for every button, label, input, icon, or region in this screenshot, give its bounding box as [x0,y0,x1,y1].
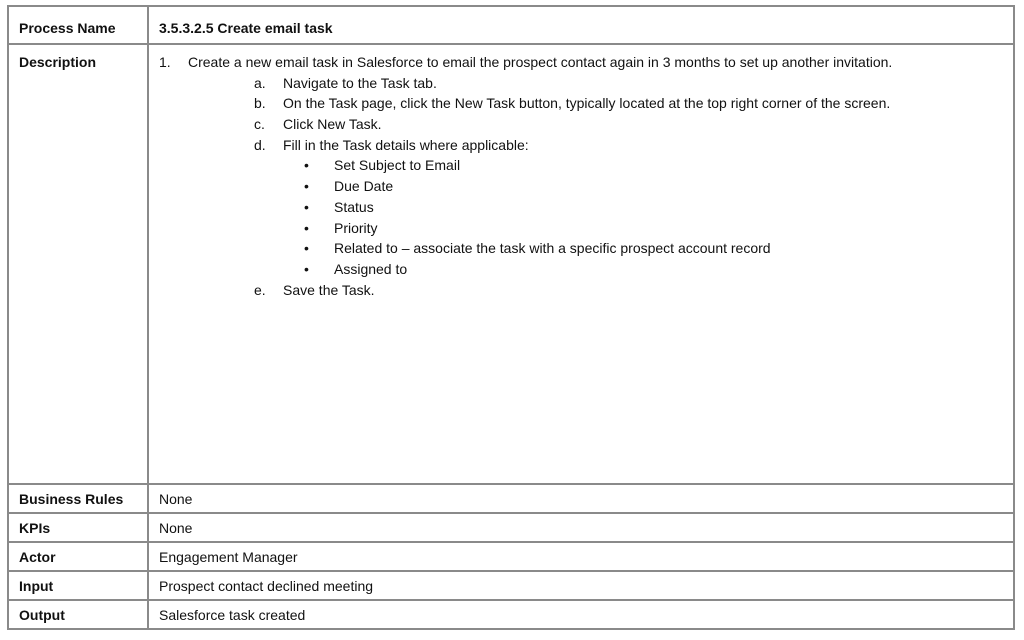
business-rules-value: None [148,484,1014,513]
bullet-text: Priority [334,219,378,236]
process-table [7,5,1015,630]
bullet-item [159,197,1003,218]
kpis-label: KPIs [8,513,148,542]
description-row [8,44,1014,484]
bullet-text: Due Date [334,178,394,195]
description-label: Description [8,44,148,484]
output-row [8,600,1014,629]
bullet-text: Status [334,198,374,215]
bullet-item [159,259,1003,280]
bullet-item [159,238,1003,259]
bullet-icon: • [304,198,309,215]
step-text: Create a new email task in Salesforce to email the prospect contact again in 3 months to set up another invitation. [188,54,893,70]
business-rules-row [8,484,1014,513]
actor-row [8,542,1014,571]
process-name-value: 3.5.3.2.5 Create email task [148,6,1014,44]
output-label: Output [8,600,148,629]
bullet-icon: • [304,219,309,236]
input-row [8,571,1014,600]
bullet-icon: • [304,178,309,195]
process-name-label: Process Name [8,6,148,44]
bullet-icon: • [304,260,309,277]
bullet-icon: • [304,157,309,174]
substep-letter: b. [254,95,266,112]
input-value: Prospect contact declined meeting [148,571,1014,600]
input-label: Input [8,571,148,600]
bullet-item [159,155,1003,176]
substep-letter: d. [254,136,266,153]
bullet-text: Assigned to [334,260,408,277]
substep-text: Save the Task. [283,281,375,298]
substep-c [159,114,1003,135]
substep-text: On the Task page, click the New Task button, typically located at the top right corner of the screen. [283,95,891,112]
step-1 [159,52,1003,73]
substep-text: Fill in the Task details where applicable: [283,136,529,153]
bullet-item [159,218,1003,239]
bullet-text: Set Subject to Email [334,157,461,174]
substep-b [159,93,1003,114]
bullet-item [159,176,1003,197]
substep-letter: a. [254,74,266,91]
output-value: Salesforce task created [148,600,1014,629]
substep-d [159,135,1003,156]
actor-label: Actor [8,542,148,571]
kpis-value: None [148,513,1014,542]
substep-text: Navigate to the Task tab. [283,74,437,91]
substep-a [159,73,1003,94]
bullet-text: Related to – associate the task with a specific prospect account record [334,240,771,257]
process-name-row [8,6,1014,44]
actor-value: Engagement Manager [148,542,1014,571]
substep-text: Click New Task. [283,116,382,133]
business-rules-label: Business Rules [8,484,148,513]
bullet-icon: • [304,240,309,257]
description-content [148,44,1014,484]
substep-letter: e. [254,281,266,298]
substep-letter: c. [254,116,265,133]
kpis-row [8,513,1014,542]
substep-e [159,280,1003,301]
step-number: 1. [159,54,171,70]
